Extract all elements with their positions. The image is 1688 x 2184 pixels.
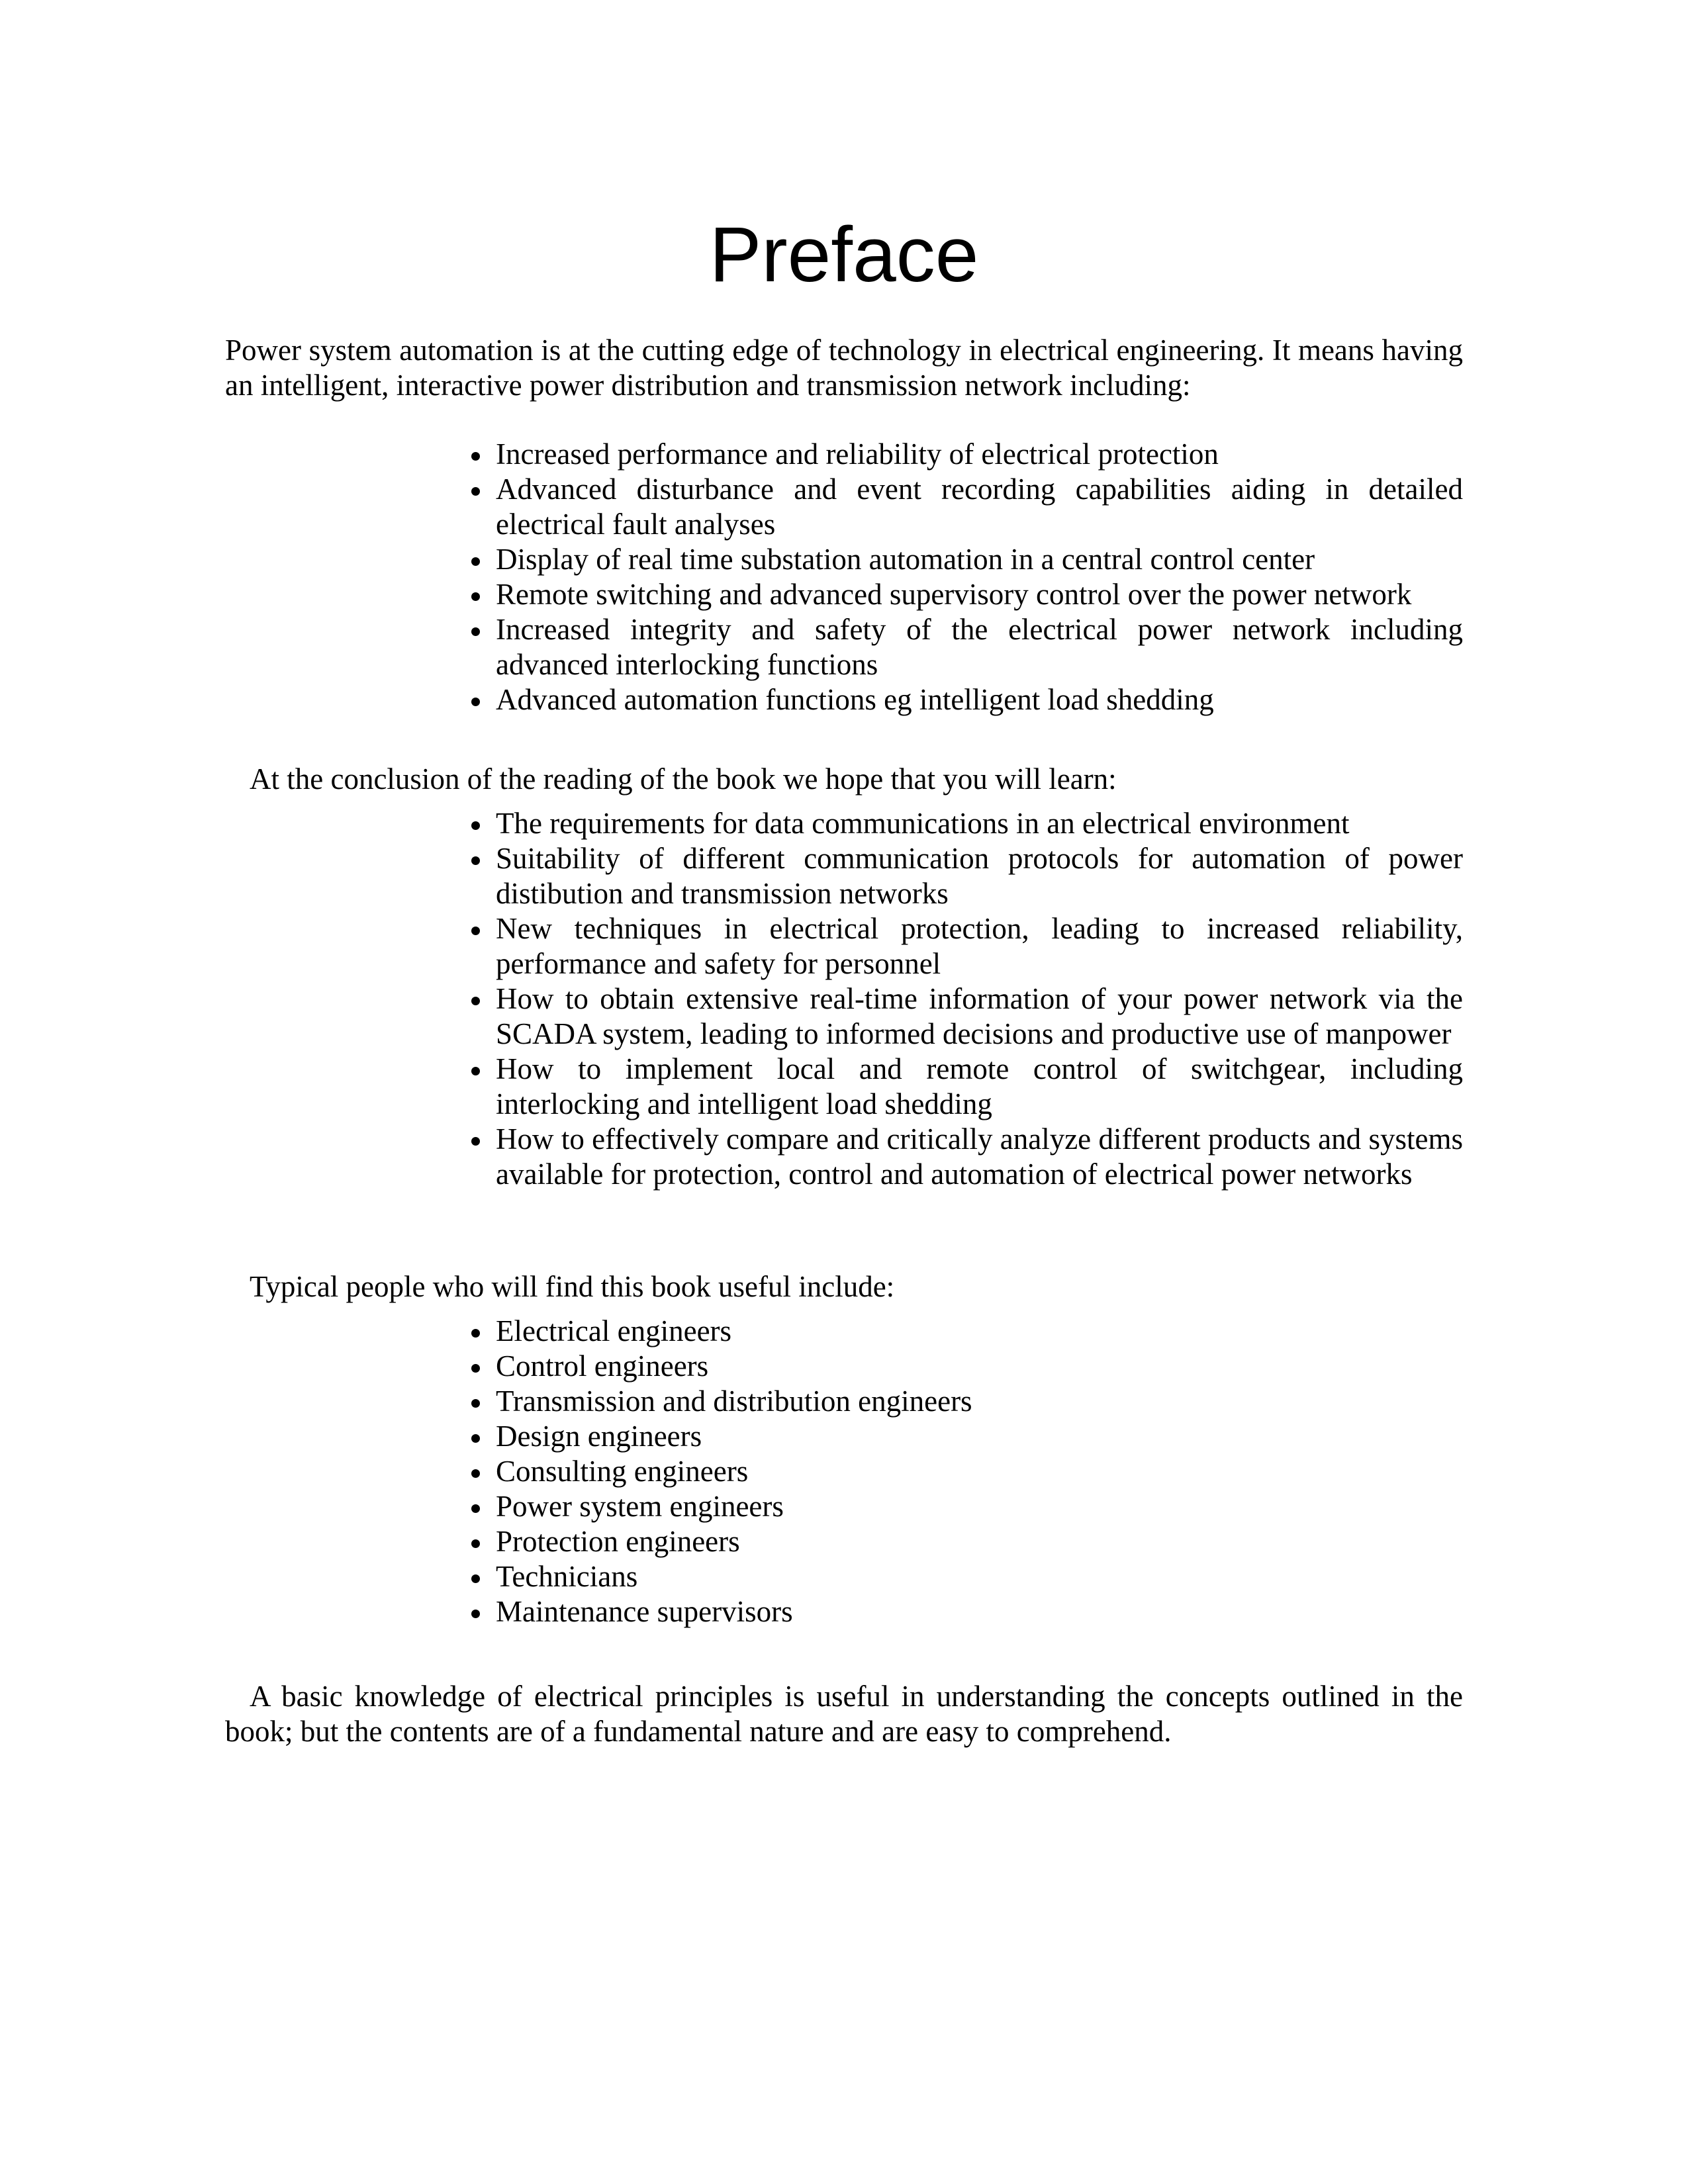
- list-item: Increased integrity and safety of the electrical power network including advanced interlocking functions: [467, 612, 1463, 682]
- audience-intro: Typical people who will find this book useful include:: [250, 1270, 895, 1303]
- list-item: Advanced disturbance and event recording capabilities aiding in detailed electrical fault analyses: [467, 472, 1463, 542]
- learn-list: [467, 806, 1463, 1192]
- list-item: Suitability of different communication protocols for automation of power distibution and transmission networks: [467, 841, 1463, 911]
- closing-paragraph: A basic knowledge of electrical principles is useful in understanding the concepts outlined in the book; but the contents are of a fundamental nature and are easy to comprehend.: [225, 1680, 1463, 1748]
- list-item: How to implement local and remote control of switchgear, including interlocking and intelligent load shedding: [467, 1052, 1463, 1122]
- list-item: Power system engineers: [467, 1489, 1463, 1524]
- list-item: Technicians: [467, 1559, 1463, 1594]
- list-item: Control engineers: [467, 1349, 1463, 1384]
- audience-list: [467, 1314, 1463, 1629]
- list-item: New techniques in electrical protection, leading to increased reliability, performance and safety for personnel: [467, 911, 1463, 981]
- list-item: Electrical engineers: [467, 1314, 1463, 1349]
- list-item: Advanced automation functions eg intelligent load shedding: [467, 682, 1463, 717]
- list-item: The requirements for data communications in an electrical environment: [467, 806, 1463, 841]
- features-list: [467, 437, 1463, 717]
- list-item: Protection engineers: [467, 1524, 1463, 1559]
- list-item: Maintenance supervisors: [467, 1594, 1463, 1629]
- list-item: How to effectively compare and critically analyze different products and systems available for protection, control and automation of electrical power networks: [467, 1122, 1463, 1192]
- learn-intro: At the conclusion of the reading of the book we hope that you will learn:: [250, 762, 1117, 796]
- list-item: Transmission and distribution engineers: [467, 1384, 1463, 1419]
- list-item: Remote switching and advanced supervisory control over the power network: [467, 577, 1463, 612]
- page-title: Preface: [709, 211, 979, 298]
- list-item: Consulting engineers: [467, 1454, 1463, 1489]
- list-item: How to obtain extensive real-time information of your power network via the SCADA system, leading to informed decisions and productive use of manpower: [467, 981, 1463, 1052]
- list-item: Display of real time substation automation in a central control center: [467, 542, 1463, 577]
- intro-paragraph: Power system automation is at the cutting edge of technology in electrical engineering. It means having an intelligent, interactive power distribution and transmission network including:: [225, 334, 1463, 402]
- list-item: Increased performance and reliability of electrical protection: [467, 437, 1463, 472]
- list-item: Design engineers: [467, 1419, 1463, 1454]
